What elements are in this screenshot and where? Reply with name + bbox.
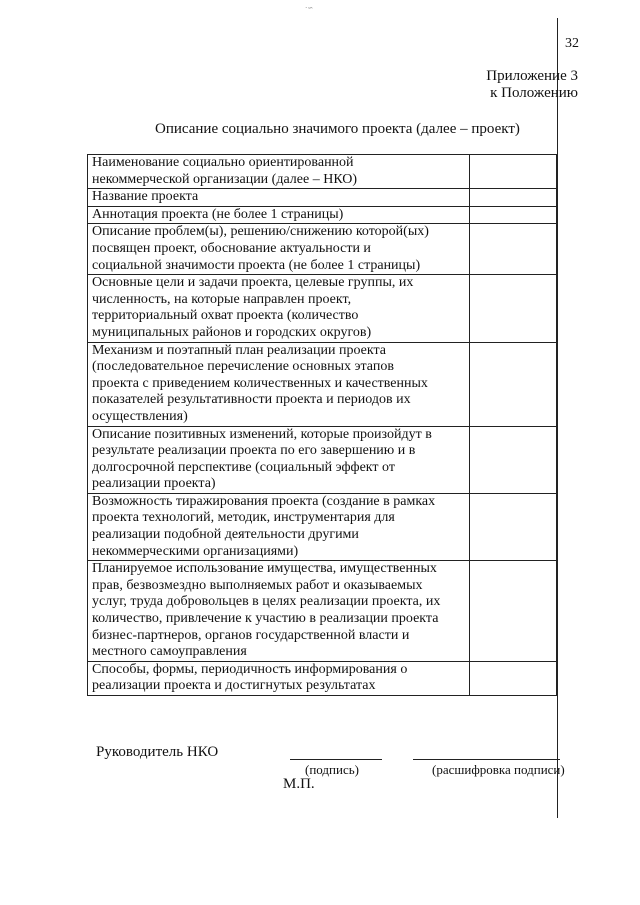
row-value-cell[interactable] — [469, 189, 556, 207]
signature-line — [290, 759, 382, 760]
row-value-cell[interactable] — [469, 426, 556, 493]
appendix-line-1: Приложение 3 — [486, 68, 578, 84]
decoding-line — [413, 759, 560, 760]
row-value-cell[interactable] — [469, 661, 556, 695]
row-label: Описание позитивных изменений, которые произойдут в результате реализации проекта по его завершению и в долгосрочной перспективе (социальный эффект от реализации проекта) — [88, 426, 470, 493]
table-row — [88, 155, 557, 189]
page-number: 32 — [565, 36, 579, 51]
table-row — [88, 561, 557, 662]
table-row — [88, 342, 557, 426]
table-row — [88, 661, 557, 695]
scan-artifact-line — [557, 18, 558, 818]
project-description-table — [87, 154, 557, 696]
stamp-placeholder: М.П. — [283, 776, 315, 792]
row-value-cell[interactable] — [469, 206, 556, 224]
row-label: Аннотация проекта (не более 1 страницы) — [88, 206, 470, 224]
row-value-cell[interactable] — [469, 493, 556, 560]
row-value-cell[interactable] — [469, 155, 556, 189]
table-row — [88, 426, 557, 493]
signature-caption: (подпись) — [305, 762, 359, 777]
row-label: Описание проблем(ы), решению/снижению которой(ых) посвящен проект, обоснование актуальности и социальной значимости проекта (не более 1 страницы) — [88, 224, 470, 275]
row-value-cell[interactable] — [469, 275, 556, 342]
row-value-cell[interactable] — [469, 224, 556, 275]
row-label: Название проекта — [88, 189, 470, 207]
decoding-caption: (расшифровка подписи) — [432, 762, 565, 777]
table-row — [88, 493, 557, 560]
row-label: Наименование социально ориентированной некоммерческой организации (далее – НКО) — [88, 155, 470, 189]
row-label: Механизм и поэтапный план реализации проекта (последовательное перечисление основных этапов проекта с приведением количественных и качественных показателей результативности проекта и периодов их осуществления) — [88, 342, 470, 426]
appendix-line-2: к Положению — [490, 85, 578, 101]
table-row — [88, 275, 557, 342]
appendix-header — [486, 68, 578, 102]
row-value-cell[interactable] — [469, 561, 556, 662]
signature-role-label: Руководитель НКО — [96, 744, 219, 760]
table-row — [88, 189, 557, 207]
row-label: Возможность тиражирования проекта (создание в рамках проекта технологий, методик, инструментария для реализации подобной деятельности другими некоммерческими организациями) — [88, 493, 470, 560]
scan-speck: ·∽ — [305, 4, 314, 12]
table-body — [88, 155, 557, 696]
row-value-cell[interactable] — [469, 342, 556, 426]
table-row — [88, 206, 557, 224]
document-title: Описание социально значимого проекта (далее – проект) — [155, 121, 520, 137]
row-label: Способы, формы, периодичность информирования о реализации проекта и достигнутых результатах — [88, 661, 470, 695]
table-row — [88, 224, 557, 275]
row-label: Планируемое использование имущества, имущественных прав, безвозмездно выполняемых работ и оказываемых услуг, труда добровольцев в целях реализации проекта, их количество, привлечение к участию в реализации проекта бизнес-партнеров, органов государственной власти и местного самоуправления — [88, 561, 470, 662]
row-label: Основные цели и задачи проекта, целевые группы, их численность, на которые направлен проект, территориальный охват проекта (количество муниципальных районов и городских округов) — [88, 275, 470, 342]
